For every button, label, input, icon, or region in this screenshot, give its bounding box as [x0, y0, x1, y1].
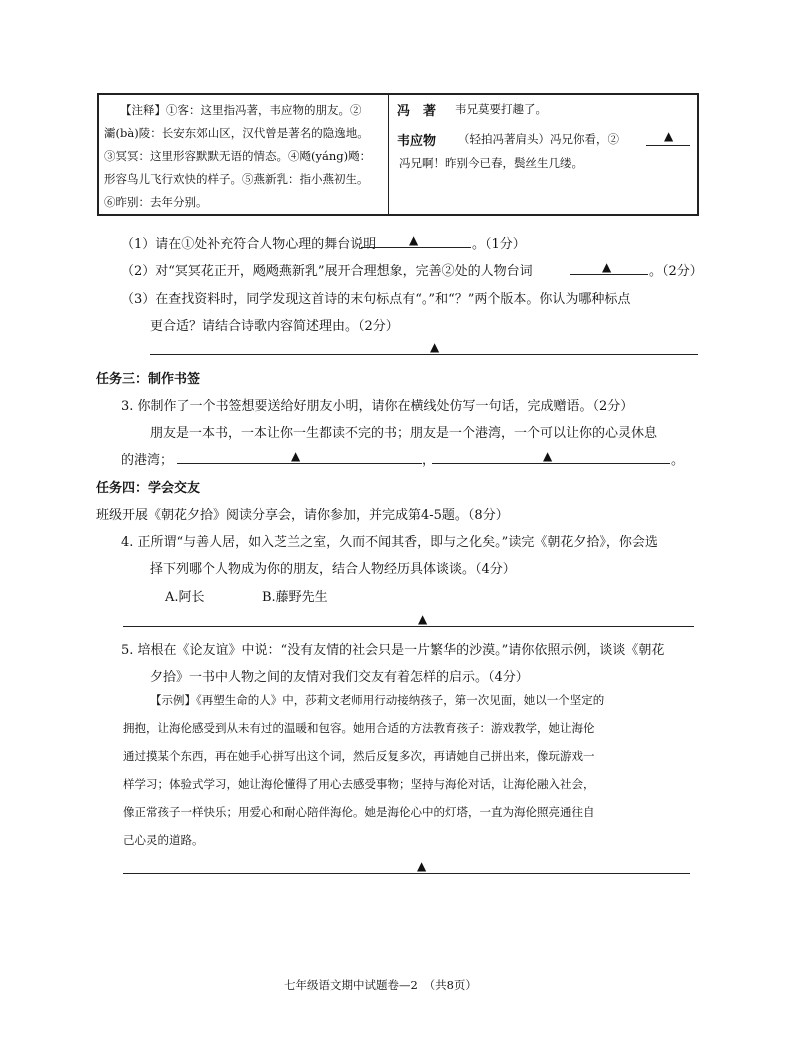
example-line: 拥抱，让海伦感受到从未有过的温暖和包容。她用合适的方法教育孩子：游戏教学，她让海伦: [123, 721, 595, 735]
question-1: （1）请在①处补充符合人物心理的舞台说明: [121, 237, 377, 252]
triangle-marker: ▲: [409, 233, 419, 247]
question-5: 5. 培根在《论友谊》中说：“没有友情的社会只是一片繁华的沙漠。”请你依照示例，谈谈《朝花: [121, 643, 665, 658]
section-heading: 任务四：学会交友: [96, 481, 201, 496]
page-footer: 七年级语文期中试题卷—2 （共8页）: [284, 978, 477, 992]
question-5-cont: 夕拾》一书中人物之间的友情对我们交友有着怎样的启示。（4分）: [150, 670, 529, 685]
option-b: B.藤野先生: [262, 590, 328, 605]
triangle-marker: ▲: [430, 340, 440, 354]
triangle-marker: ▲: [291, 449, 301, 463]
triangle-marker: ▲: [664, 129, 674, 143]
note-line: ③冥冥：这里形容默默无语的情态。④飏(yáng)飏：: [104, 149, 372, 163]
question-3: （3）在查找资料时，同学发现这首诗的末句标点有“。”和“？”两个版本。你认为哪种标点: [121, 292, 631, 307]
example-line: 【示例】《再塑生命的人》中，莎莉文老师用行动接纳孩子，第一次见面，她以一个坚定的: [150, 693, 605, 707]
triangle-marker: ▲: [418, 612, 428, 626]
option-a: A.阿长: [165, 590, 205, 605]
question-3-cont: 更合适？请结合诗歌内容简述理由。（2分）: [150, 319, 399, 334]
score-label: 。（1分）: [472, 237, 526, 252]
answer-line[interactable]: [123, 873, 690, 874]
note-line: 【注释】①客：这里指冯著，韦应物的朋友。②: [120, 103, 362, 117]
script-line: 韦兄莫要打趣了。: [455, 102, 547, 116]
comma: ，: [422, 453, 436, 468]
note-line: 形容鸟儿飞行欢快的样子。⑤燕新乳：指小燕初生。: [104, 172, 369, 186]
section-heading: 任务三：制作书签: [96, 372, 201, 387]
triangle-marker: ▲: [543, 449, 553, 463]
answer-line[interactable]: [123, 626, 694, 627]
script-line: （轻拍冯著肩头）冯兄你看，②: [458, 132, 619, 146]
period: 。: [671, 453, 685, 468]
example-line: 己心灵的道路。: [123, 833, 204, 847]
answer-blank[interactable]: [646, 145, 690, 146]
note-line: ⑥昨别：去年分别。: [104, 195, 208, 209]
script-line: 冯兄啊！昨别今已春，鬓丝生几缕。: [399, 156, 583, 170]
example-line: 样学习；体验式学习，她让海伦懂得了用心去感受事物；坚持与海伦对话，让海伦融入社会，: [123, 777, 595, 791]
answer-blank[interactable]: [432, 463, 670, 464]
answer-blank[interactable]: [177, 463, 422, 464]
score-label: 。（2分）: [649, 264, 703, 279]
question-text: 3. 你制作了一个书签想要送给好朋友小明，请你在横线处仿写一句话，完成赠语。（2分）: [121, 399, 634, 414]
speaker-wei-yingwu: 韦应物: [397, 134, 437, 149]
triangle-marker: ▲: [602, 260, 612, 274]
answer-line[interactable]: [150, 354, 698, 355]
answer-blank[interactable]: [361, 247, 471, 248]
example-line: 通过摸某个东西，再在她手心拼写出这个词，然后反复多次，再请她自己拼出来，像玩游戏一: [123, 749, 595, 763]
triangle-marker: ▲: [417, 859, 427, 873]
question-4: 4. 正所谓“与善人居，如入芝兰之室，久而不闻其香，即与之化矣。”读完《朝花夕拾》，你会选: [121, 535, 658, 550]
question-text: 的港湾；: [121, 453, 174, 468]
answer-blank[interactable]: [570, 274, 648, 275]
note-line: 灞(bà)陵：长安东郊山区，汉代曾是著名的隐逸地。: [104, 126, 369, 140]
example-line: 像正常孩子一样快乐；用爱心和耐心陪伴海伦。她是海伦心中的灯塔，一直为海伦照亮通往自: [123, 805, 595, 819]
speaker-feng-zhu: 冯 著: [397, 104, 437, 119]
section-intro: 班级开展《朝花夕拾》阅读分享会，请你参加，并完成第4-5题。（8分）: [96, 508, 509, 523]
question-text: 朋友是一本书，一本让你一生都读不完的书；朋友是一个港湾，一个可以让你的心灵休息: [150, 426, 658, 441]
question-2: （2）对“冥冥花正开，飏飏燕新乳”展开合理想象，完善②处的人物台词: [121, 264, 533, 279]
question-4-cont: 择下列哪个人物成为你的朋友，结合人物经历具体谈谈。（4分）: [150, 562, 516, 577]
